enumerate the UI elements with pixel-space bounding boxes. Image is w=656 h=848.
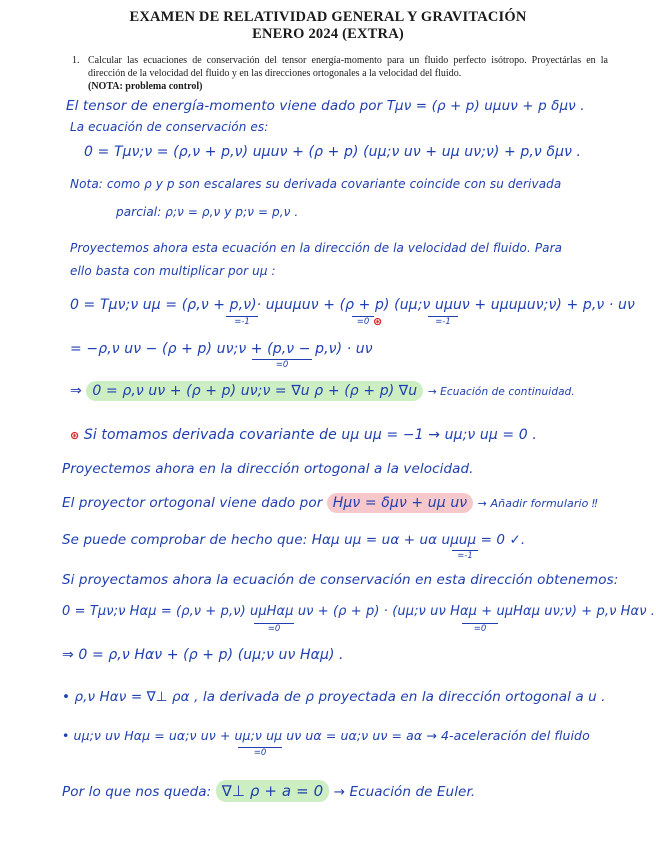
hw-equation-parallel-projection [70, 297, 635, 313]
hw-equation-parallel-projection-text: 0 = Tμν;ν uμ = (ρ,ν + p,ν)· uμuμuν + (ρ + p) (uμ;ν uμuν + uμuμuν;ν) + p,ν · uν [70, 297, 635, 313]
hw-euler-intro: Por lo que nos queda: [62, 784, 212, 800]
red-asterisk-mark-ref: ⊛ [70, 429, 80, 442]
euler-equation-highlight: ∇⊥ ρ + a = 0 [216, 780, 330, 802]
projector-formula-highlight: Hμν = δμν + uμ uν [327, 493, 473, 513]
question-text: Calcular las ecuaciones de conservación del tensor energía-momento para un fluido perfecto isótropo. Proyectárlas en la dirección de la velocidad del fluido y en las direcciones ortogonales a la velocidad del fluido. [88, 55, 608, 79]
hw-projector-row [62, 495, 598, 511]
red-asterisk-mark: ⊛ [373, 315, 383, 328]
hw-projector-text: El proyector ortogonal viene dado por [62, 495, 323, 511]
hw-line-orthogonal-projection-intro: Si proyectamos ahora la ecuación de conservación en esta dirección obtenemos: [62, 572, 619, 588]
hw-equation-orthogonal-projection: 0 = Tμν;ν Hαμ = (ρ,ν + p,ν) uμHαμ uν + (ρ + p) · (uμ;ν uν Hαμ + uμHαμ uν;ν) + p,ν Hαν . [62, 604, 656, 619]
hw-line-orthogonal-intro: Proyectemos ahora en la dirección ortogonal a la velocidad. [62, 461, 474, 477]
hw-bullet-gradient: • ρ,ν Hαν = ∇⊥ ρα , la derivada de ρ proyectada en la dirección ortogonal a u . [62, 689, 606, 705]
exam-title: EXAMEN DE RELATIVIDAD GENERAL Y GRAVITACIÓN [129, 9, 527, 25]
hw-euler-row [62, 782, 475, 800]
hw-equation-simplified: = −ρ,ν uν − (ρ + p) uν;ν + (p,ν − p,ν) · uν [70, 341, 373, 357]
underbrace-zero-b: =0 [252, 359, 312, 370]
underbrace-minus-one-c: =-1 [452, 550, 478, 561]
hw-equation-orthogonal-result: ⇒ 0 = ρ,ν Hαν + (ρ + p) (uμ;ν uν Hαμ) . [62, 647, 344, 663]
underbrace-zero-a: =0 [352, 316, 374, 327]
implies-arrow: ⇒ [70, 383, 82, 399]
euler-label: → Ecuación de Euler. [333, 784, 476, 800]
hw-line-multiply: ello basta con multiplicar por uμ : [70, 264, 276, 278]
hw-continuity-row [70, 383, 575, 399]
hw-line-conservation-intro: La ecuación de conservación es: [70, 120, 269, 134]
hw-equation-conservation: 0 = Tμν;ν = (ρ,ν + p,ν) uμuν + (ρ + p) (uμ;ν uν + uμ uν;ν) + p,ν δμν . [84, 144, 582, 160]
underbrace-minus-one-a: =-1 [226, 316, 258, 327]
question-number: 1. [72, 55, 80, 66]
continuity-label: → Ecuación de continuidad. [427, 386, 575, 398]
underbrace-zero-c: =0 [254, 623, 294, 634]
hw-derivative-remark-text: Si tomamos derivada covariante de uμ uμ = −1 → uμ;ν uμ = 0 . [83, 427, 537, 443]
hw-line-note-scalars: Nota: como ρ y p son escalares su derivada covariante coincide con su derivada [70, 177, 562, 191]
hw-bullet-acceleration: • uμ;ν uν Hαμ = uα;ν uν + uμ;ν uμ uν uα = uα;ν uν = aα → 4-aceleración del fluido [62, 728, 590, 743]
hw-line-projection-intro: Proyectemos ahora esta ecuación en la dirección de la velocidad del fluido. Para [70, 241, 563, 255]
add-to-formulary-note: → Añadir formulario ‼ [477, 497, 598, 510]
continuity-equation-highlight: 0 = ρ,ν uν + (ρ + p) uν;ν = ∇u ρ + (ρ + p) ∇u [86, 381, 423, 401]
underbrace-minus-one-b: =-1 [428, 316, 458, 327]
hw-line-partial-derivative: parcial: ρ;ν = ρ,ν y p;ν = p,ν . [116, 205, 299, 219]
question-note: (NOTA: problema control) [88, 81, 203, 92]
exam-date: ENERO 2024 (EXTRA) [252, 26, 404, 42]
underbrace-zero-e: =0 [238, 747, 282, 758]
hw-derivative-remark [70, 427, 537, 443]
hw-line-projector-check: Se puede comprobar de hecho que: Hαμ uμ = uα + uα uμuμ = 0 ✓. [62, 532, 526, 548]
hw-line-tensor-definition: El tensor de energía-momento viene dado por Tμν = (ρ + p) uμuν + p δμν . [66, 98, 585, 114]
underbrace-zero-d: =0 [462, 623, 498, 634]
